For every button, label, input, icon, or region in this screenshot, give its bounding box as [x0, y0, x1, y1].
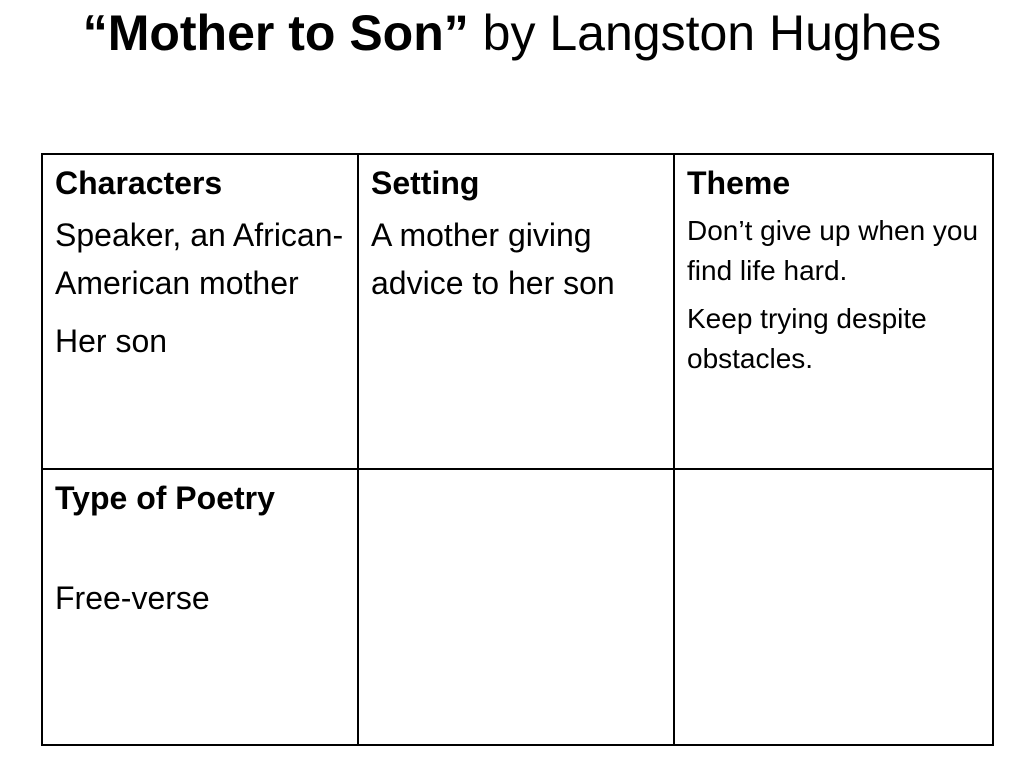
theme-item: Keep trying despite obstacles.	[687, 303, 927, 374]
theme-item: Don’t give up when you find life hard.	[687, 215, 979, 286]
type-of-poetry-heading: Type of Poetry	[55, 480, 275, 516]
empty-cell	[358, 469, 674, 745]
poem-analysis-table	[41, 153, 994, 746]
characters-item: Her son	[55, 323, 168, 359]
characters-heading: Characters	[55, 165, 223, 201]
empty-cell	[674, 469, 993, 745]
table-row	[42, 469, 993, 745]
type-of-poetry-item: Free-verse	[55, 580, 210, 616]
setting-item: A mother giving advice to her son	[371, 217, 615, 301]
spacer	[55, 526, 345, 574]
slide-title-rest: by Langston Hughes	[468, 5, 942, 61]
slide-title-bold: “Mother to Son”	[82, 5, 469, 61]
characters-cell	[42, 154, 358, 469]
slide-title	[0, 2, 1024, 64]
theme-cell	[674, 154, 993, 469]
setting-heading: Setting	[371, 165, 480, 201]
setting-cell	[358, 154, 674, 469]
theme-heading: Theme	[687, 165, 791, 201]
type-of-poetry-cell	[42, 469, 358, 745]
table-row	[42, 154, 993, 469]
characters-item: Speaker, an African-American mother	[55, 217, 344, 301]
